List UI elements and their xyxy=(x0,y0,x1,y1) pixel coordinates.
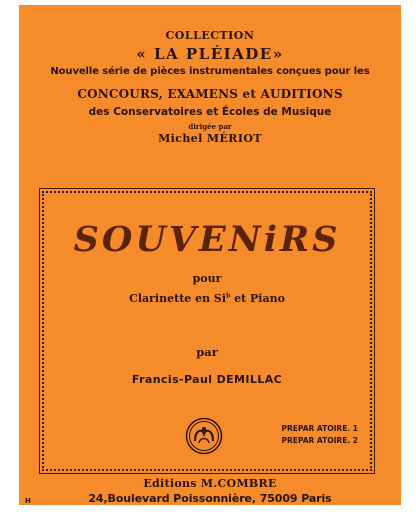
instrument-post: et Piano xyxy=(230,292,285,305)
par-label: par xyxy=(196,345,218,359)
cover xyxy=(19,5,401,505)
reference-mark: H xyxy=(25,497,31,505)
levels-list xyxy=(282,423,358,447)
series-subtitle: Nouvelle série de pièces instrumentales conçues pour les xyxy=(50,66,370,77)
composer-name: Francis-Paul DEMILLAC xyxy=(131,373,283,386)
directed-by-label: dirigée par xyxy=(188,122,232,131)
publisher-address: 24,Boulevard Poissonnière, 75009 Paris xyxy=(88,492,332,505)
work-title: SOUVENiRS xyxy=(73,219,341,260)
series-name: « LA PLÉIADE» xyxy=(136,45,284,63)
publisher-name: Editions M.COMBRE xyxy=(143,477,277,490)
flat-sign: b xyxy=(226,292,231,300)
title-frame xyxy=(42,191,372,471)
level-item: PREPAR ATOIRE. 1 xyxy=(281,424,358,433)
collection-label: COLLECTION xyxy=(165,29,255,42)
director-name: Michel MÉRIOT xyxy=(158,132,262,145)
instrumentation xyxy=(44,292,370,305)
instrument-pre: Clarinette en Si xyxy=(129,292,227,305)
competitions-line: CONCOURS, EXAMENS et AUDITIONS xyxy=(77,87,343,101)
pour-label: pour xyxy=(192,272,222,285)
publisher-emblem-icon xyxy=(185,417,223,455)
level-item: PREPAR ATOIRE. 2 xyxy=(281,436,358,445)
conservatories-line: des Conservatoires et Écoles de Musique xyxy=(88,106,332,118)
